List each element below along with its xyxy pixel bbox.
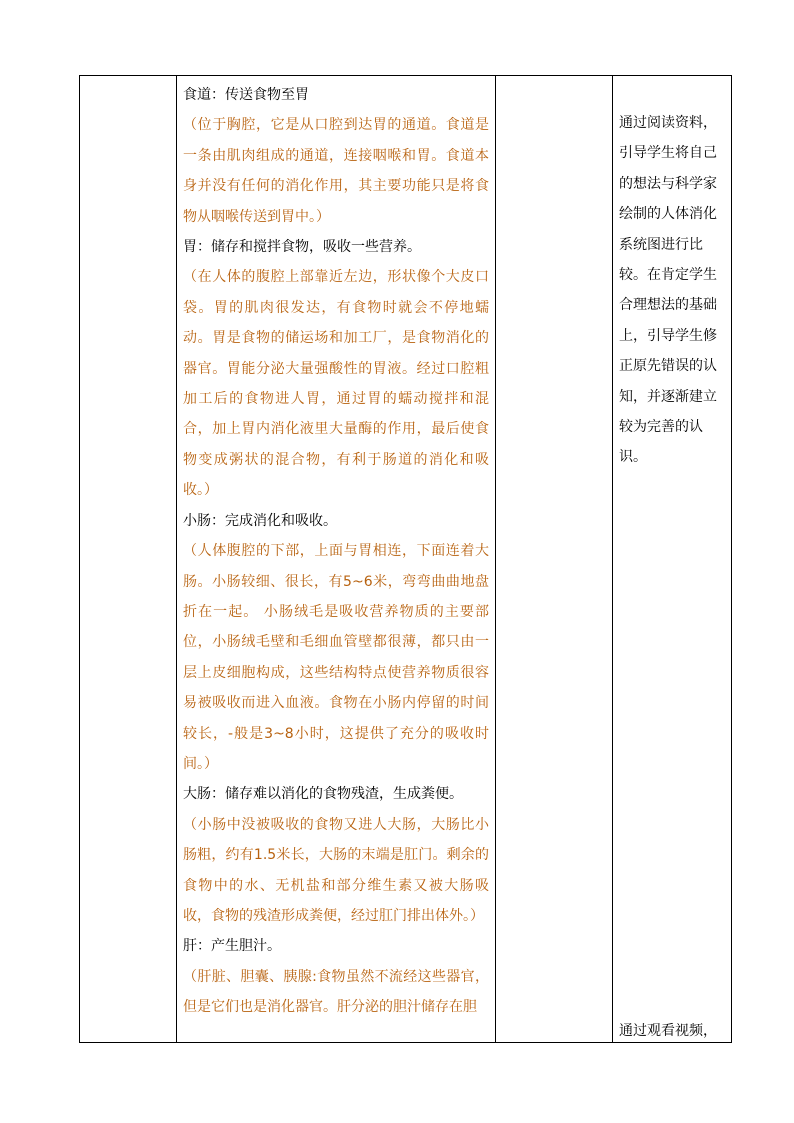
design-intent-cell [613,76,732,1043]
section-detail-small-intestine: （人体腹腔的下部，上面与胃相连，下面连着大肠。小肠较细、很长，有5~6米，弯弯曲曲地盘折在一起。 小肠绒毛是吸收营养物质的主要部位，小肠绒毛壁和毛细血管壁都很薄，都只由一层上皮细胞构成，这些结构特点使营养物质很容易被吸收而进入血液。食物在小肠内停留的时间较长，-般是3~8小时，这提供了充分的吸收时间。） [183,543,489,772]
design-intent-note-video: 通过观看视频， [619,1023,717,1039]
section-heading-liver: 肝：产生胆汁。 [183,938,281,955]
section-heading-large-intestine: 大肠：储存难以消化的食物残渣，生成粪便。 [183,786,463,803]
section-detail-esophagus: （位于胸腔，它是从口腔到达胃的通道。食道是一条由肌肉组成的通道，连接咽喉和胃。食道本身并没有任何的消化作用，其主要功能只是将食物从咽喉传送到胃中。） [183,117,489,225]
section-heading-small-intestine: 小肠：完成消化和吸收。 [183,512,337,529]
section-detail-stomach: （在人体的腹腔上部靠近左边，形状像个大皮口袋。胃的肌肉很发达，有食物时就会不停地蠕动。胃是食物的储运场和加工厂，是食物消化的器官。胃能分泌大量强酸性的胃液。经过口腔粗加工后的食物进人胃，通过胃的蠕动搅拌和混合，加上胃内消化液里大量酶的作用，最后使食物变成粥状的混合物，有利于肠道的消化和吸收。） [183,269,489,499]
design-intent-note-reading: 通过阅读资料，引导学生将自己的想法与科学家绘制的人体消化系统图进行比较。在肯定学生合理想法的基础上，引导学生修正原先错误的认知，并逐渐建立较为完善的认识。 [619,115,717,466]
content-cell [177,76,496,1043]
section-detail-large-intestine: （小肠中没被吸收的食物又进人大肠，大肠比小肠粗，约有1.5米长，大肠的末端是肛门。剩余的食物中的水、无机盐和部分维生素又被大肠吸收，食物的残渣形成粪便，经过肛门排出体外。） [183,816,489,924]
section-heading-stomach: 胃：储存和搅拌食物，吸收一些营养。 [183,239,421,256]
section-heading-esophagus: 食道：传送食物至胃 [183,87,309,103]
section-detail-liver: （肝脏、胆囊、胰腺:食物虽然不流经这些器官，但是它们也是消化器官。肝分泌的胆汁储存在胆 [183,968,489,1016]
blank-cell-left [80,76,177,1043]
table-row [80,76,732,1043]
lesson-plan-table [79,75,732,1043]
blank-cell-middle [496,76,613,1043]
